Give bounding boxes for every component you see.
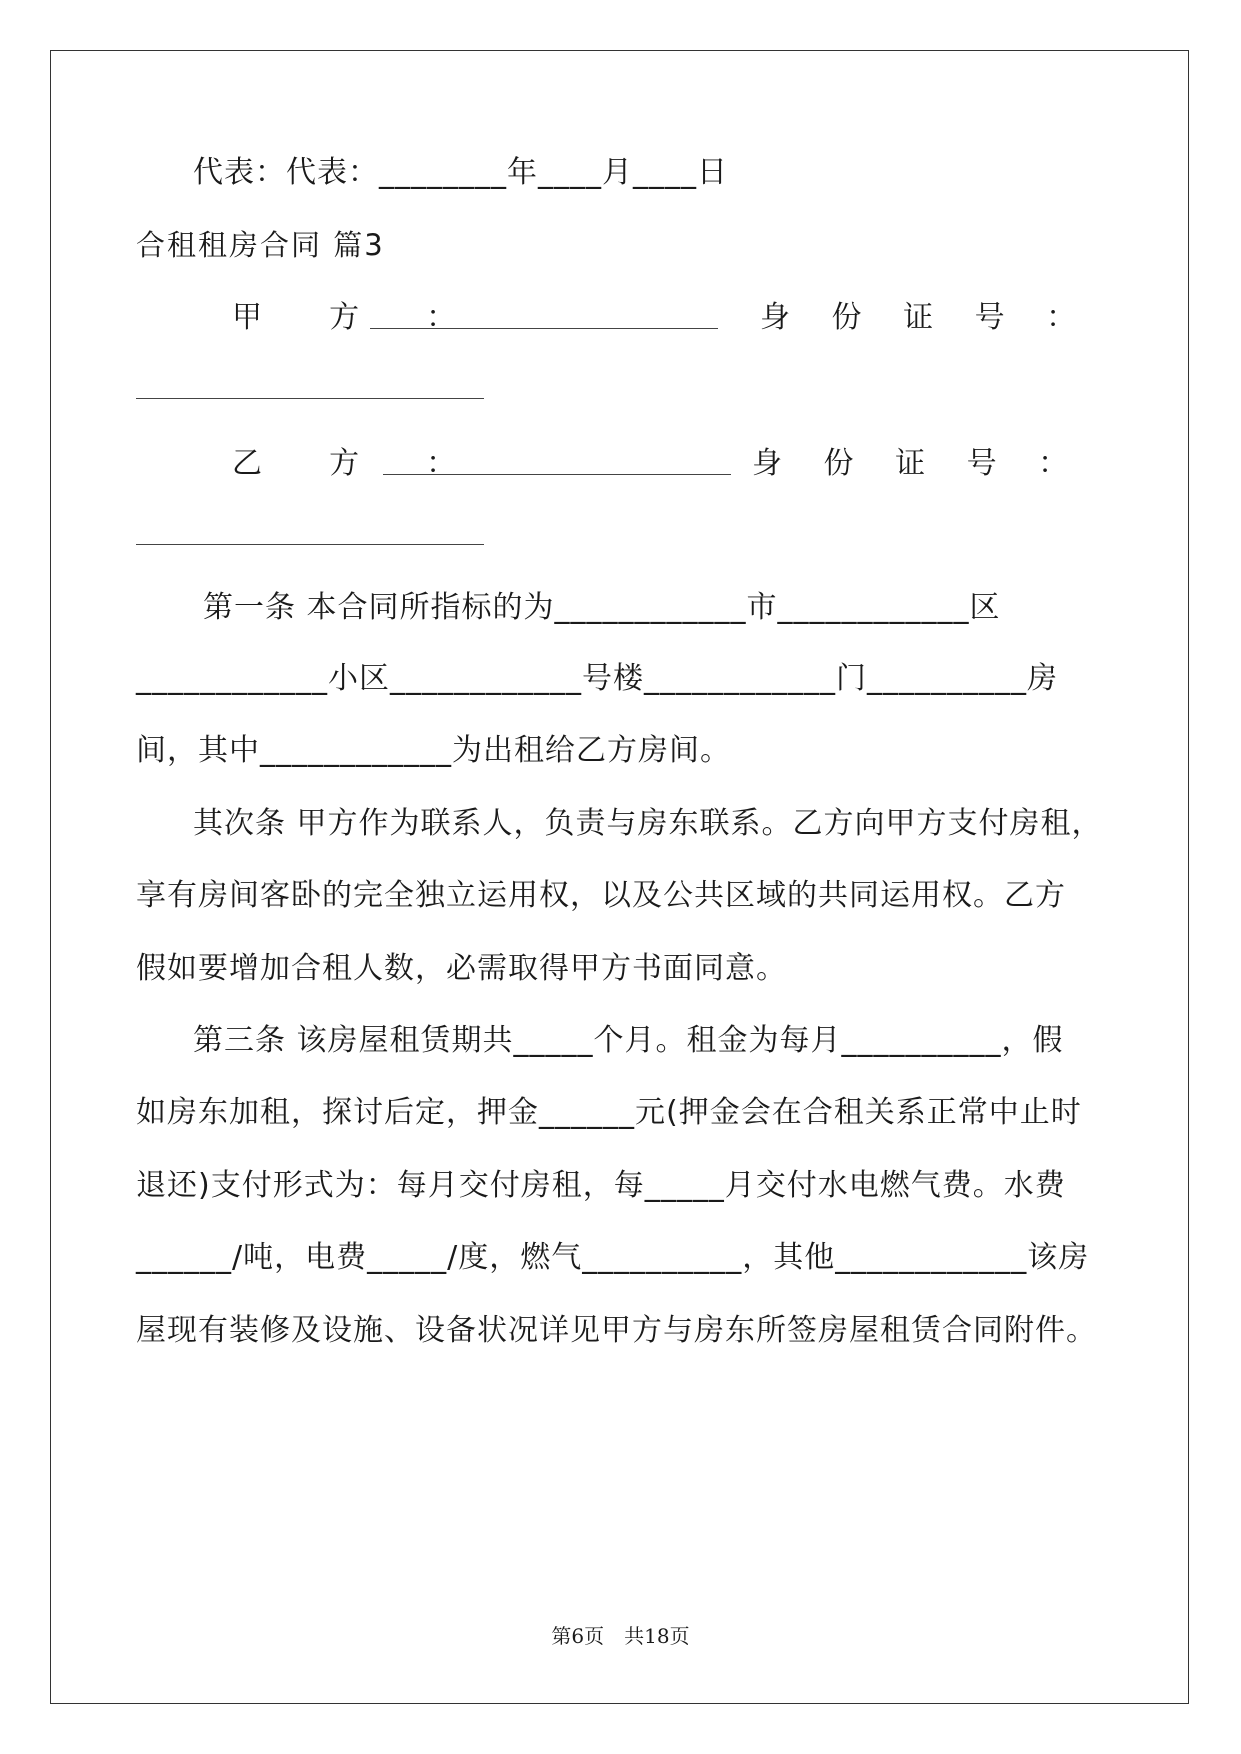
- article-1-line-2: ____________小区____________号楼____________门__________房: [136, 661, 1058, 696]
- article-2-line-3: 假如要增加合租人数，必需取得甲方书面同意。: [136, 951, 787, 986]
- party-b-name-blank: [383, 474, 731, 475]
- article-1-line-3: 间，其中____________为出租给乙方房间。: [136, 733, 731, 768]
- article-3-line-1: 第三条 该房屋租赁期共_____个月。租金为每月__________，假: [193, 1023, 1064, 1058]
- article-2-line-2: 享有房间客卧的完全独立运用权，以及公共区域的共同运用权。乙方: [136, 878, 1066, 913]
- party-a-label: 甲 方 ：: [232, 300, 473, 335]
- party-b-label: 乙 方 ：: [232, 446, 473, 481]
- representative-date-line: 代表：代表：________年____月____日: [193, 155, 728, 190]
- article-3-line-4: ______/吨，电费_____/度，燃气__________，其他____________该房: [136, 1240, 1090, 1275]
- party-a-id-label: 身 份 证 号 ：: [760, 300, 1093, 335]
- article-2-line-1: 其次条 甲方作为联系人，负责与房东联系。乙方向甲方支付房租，: [193, 806, 1103, 841]
- document-title: 合租租房合同 篇3: [136, 228, 385, 262]
- party-a-id-blank: [136, 398, 484, 399]
- party-a-name-blank: [370, 328, 718, 329]
- party-b-id-blank: [136, 544, 484, 545]
- page-number: 第6页 共18页: [551, 1624, 690, 1648]
- article-3-line-2: 如房东加租，探讨后定，押金______元(押金会在合租关系正常中止时: [136, 1095, 1082, 1130]
- article-1-line-1: 第一条 本合同所指标的为____________市____________区: [203, 590, 1001, 625]
- article-3-line-5: 屋现有装修及设施、设备状况详见甲方与房东所签房屋租赁合同附件。: [136, 1313, 1097, 1348]
- party-b-id-label: 身 份 证 号 ：: [752, 446, 1085, 481]
- article-3-line-3: 退还)支付形式为：每月交付房租，每_____月交付水电燃气费。水费: [136, 1168, 1066, 1203]
